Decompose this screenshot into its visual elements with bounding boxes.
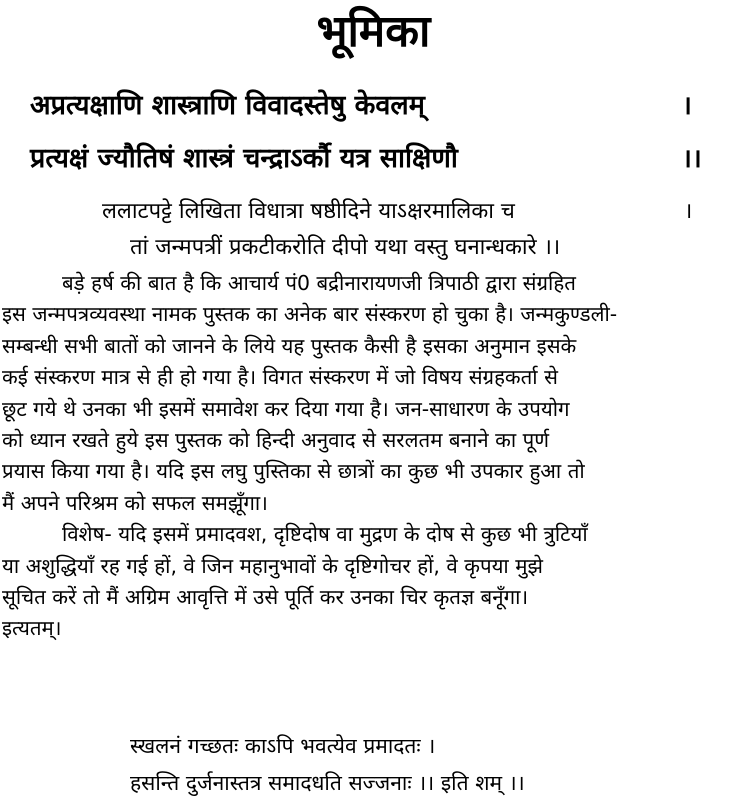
second-verse-line-1: ललाटपट्टे लिखिता विधात्रा षष्ठीदिने याऽक्षरमालिका च bbox=[102, 199, 515, 224]
opening-verse-line-1-danda: । bbox=[682, 91, 692, 121]
paragraph-1-line: कई संस्करण मात्र से ही हो गया है। विगत संस्करण में जो विषय संग्रहकर्ता से bbox=[2, 365, 558, 390]
closing-verse-line-2: हसन्ति दुर्जनास्तत्र समादधति सज्जनाः ।। इति शम् ।। bbox=[130, 771, 525, 795]
paragraph-1-line: मैं अपने परिश्रम को सफल समझूँगा। bbox=[2, 490, 268, 515]
opening-verse-line-2-danda: ।। bbox=[682, 144, 702, 174]
page-title: भूमिका bbox=[316, 6, 431, 57]
opening-verse-line-2: प्रत्यक्षं ज्यौतिषं शास्त्रं चन्द्राऽर्कौ यत्र साक्षिणौ bbox=[30, 143, 458, 174]
preface-body bbox=[0, 268, 747, 645]
paragraph-1-line: सम्बन्धी सभी बातों को जानने के लिये यह पुस्तक कैसी है इसका अनुमान इसके bbox=[2, 333, 577, 358]
paragraph-1-line: छूट गये थे उनका भी इसमें समावेश कर दिया गया है। जन-साधारण के उपयोग bbox=[2, 396, 570, 421]
paragraph-2-line: इत्यतम्। bbox=[2, 616, 62, 641]
paragraph-2-line: सूचित करें तो मैं अग्रिम आवृत्ति में उसे पूर्ति कर उनका चिर कृतज्ञ बनूँगा। bbox=[2, 584, 529, 609]
paragraph-2-line: विशेष- यदि इसमें प्रमादवश, दृष्टिदोष वा मुद्रण के दोष से कुछ भी त्रुटियाँ bbox=[62, 522, 588, 547]
paragraph-1-line: को ध्यान रखते हुये इस पुस्तक को हिन्दी अनुवाद से सरलतम बनाने का पूर्ण bbox=[2, 427, 550, 452]
closing-verse-line-1: स्खलनं गच्छतः काऽपि भवत्येव प्रमादतः । bbox=[130, 734, 436, 758]
paragraph-1-line: इस जन्मपत्रव्यवस्था नामक पुस्तक का अनेक बार संस्करण हो चुका है। जन्मकुण्डली- bbox=[2, 302, 618, 327]
paragraph-1-line: बड़े हर्ष की बात है कि आचार्य पं0 बद्रीनारायणजी त्रिपाठी द्वारा संग्रहित bbox=[62, 271, 576, 295]
paragraph-1-line: प्रयास किया गया है। यदि इस लघु पुस्तिका से छात्रों का कुछ भी उपकार हुआ तो bbox=[2, 459, 585, 484]
opening-verse-line-1: अप्रत्यक्षाणि शास्त्राणि विवादस्तेषु केवलम् bbox=[30, 90, 425, 121]
paragraph-2-line: या अशुद्धियाँ रह गई हों, वे जिन महानुभावों के दृष्टिगोचर हों, वे कृपया मुझे bbox=[2, 553, 543, 578]
second-verse-line-2: तां जन्मपत्रीं प्रकटीकरोति दीपो यथा वस्तु घनान्धकारे ।। bbox=[130, 235, 561, 260]
second-verse-line-1-danda: । bbox=[684, 199, 693, 224]
